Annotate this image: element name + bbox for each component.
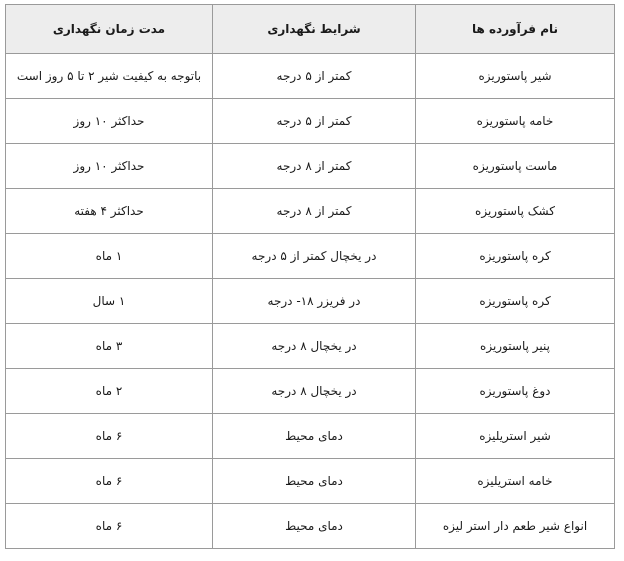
condition-cell: دمای محیط [213, 414, 416, 459]
table-row [6, 414, 615, 459]
storage-table-container [5, 4, 614, 549]
product-name-cell: انواع شیر طعم دار استر لیزه [416, 504, 615, 549]
duration-cell: حداکثر ۴ هفته [6, 189, 213, 234]
product-name-cell: ماست پاستوریزه [416, 144, 615, 189]
storage-table [5, 4, 615, 549]
table-row [6, 144, 615, 189]
table-row [6, 279, 615, 324]
product-name-cell: خامه پاستوریزه [416, 99, 615, 144]
condition-cell: کمتر از ۵ درجه [213, 99, 416, 144]
condition-cell: در فریزر ۱۸- درجه [213, 279, 416, 324]
header-product-name: نام فرآورده ها [416, 5, 615, 54]
product-name-cell: شیر استریلیزه [416, 414, 615, 459]
table-row [6, 234, 615, 279]
product-name-cell: کره پاستوریزه [416, 234, 615, 279]
condition-cell: در یخچال کمتر از ۵ درجه [213, 234, 416, 279]
duration-cell: ۶ ماه [6, 504, 213, 549]
table-row [6, 369, 615, 414]
condition-cell: کمتر از ۵ درجه [213, 54, 416, 99]
table-row [6, 459, 615, 504]
table-row [6, 324, 615, 369]
duration-cell: حداکثر ۱۰ روز [6, 99, 213, 144]
header-storage-duration: مدت زمان نگهداری [6, 5, 213, 54]
table-row [6, 504, 615, 549]
duration-cell: ۶ ماه [6, 459, 213, 504]
condition-cell: دمای محیط [213, 504, 416, 549]
duration-cell: ۱ ماه [6, 234, 213, 279]
product-name-cell: پنیر پاستوریزه [416, 324, 615, 369]
header-storage-conditions: شرایط نگهداری [213, 5, 416, 54]
duration-cell: ۳ ماه [6, 324, 213, 369]
table-header-row [6, 5, 615, 54]
product-name-cell: دوغ پاستوریزه [416, 369, 615, 414]
product-name-cell: کشک پاستوریزه [416, 189, 615, 234]
condition-cell: در یخچال ۸ درجه [213, 369, 416, 414]
condition-cell: کمتر از ۸ درجه [213, 144, 416, 189]
duration-cell: باتوجه به کیفیت شیر ۲ تا ۵ روز است [6, 54, 213, 99]
duration-cell: ۱ سال [6, 279, 213, 324]
table-row [6, 99, 615, 144]
table-row [6, 189, 615, 234]
duration-cell: ۶ ماه [6, 414, 213, 459]
table-row [6, 54, 615, 99]
product-name-cell: خامه استریلیزه [416, 459, 615, 504]
condition-cell: دمای محیط [213, 459, 416, 504]
product-name-cell: شیر پاستوریزه [416, 54, 615, 99]
duration-cell: حداکثر ۱۰ روز [6, 144, 213, 189]
duration-cell: ۲ ماه [6, 369, 213, 414]
product-name-cell: کره پاستوریزه [416, 279, 615, 324]
condition-cell: در یخچال ۸ درجه [213, 324, 416, 369]
condition-cell: کمتر از ۸ درجه [213, 189, 416, 234]
